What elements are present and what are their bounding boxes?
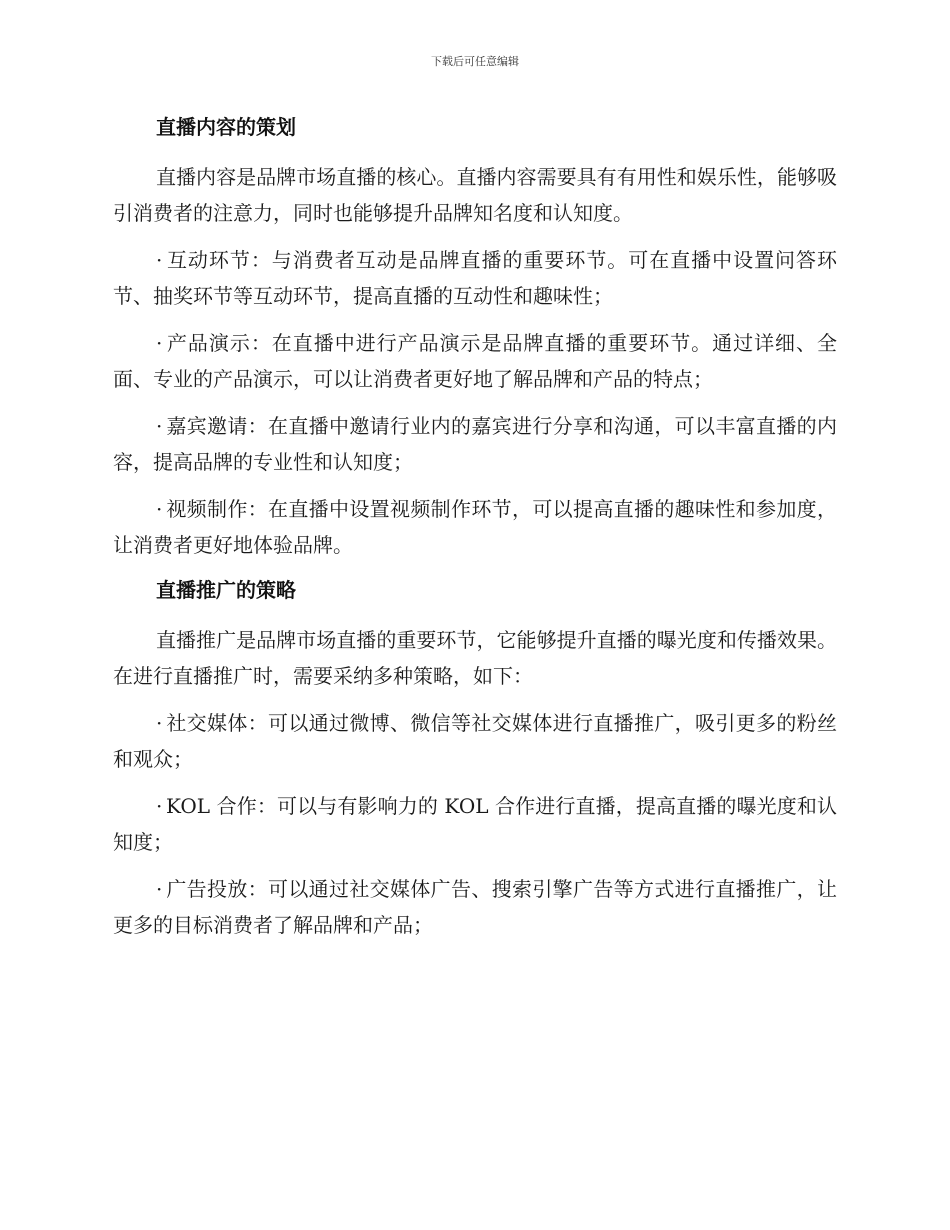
bullet-dot: · [156,794,163,818]
bullet-text: 视频制作：在直播中设置视频制作环节，可以提高直播的趣味性和参加度，让消费者更好地体验品牌。 [113,497,837,557]
bullet-item [113,325,837,397]
bullet-text: KOL 合作：可以与有影响力的 KOL 合作进行直播，提高直播的曝光度和认知度； [113,794,837,854]
bullet-text: 互动环节：与消费者互动是品牌直播的重要环节。可在直播中设置问答环节、抽奖环节等互动环节，提高直播的互动性和趣味性； [113,248,837,308]
section-intro: 直播内容是品牌市场直播的核心。直播内容需要具有有用性和娱乐性，能够吸引消费者的注意力，同时也能够提升品牌知名度和认知度。 [113,165,837,225]
bullet-dot: · [156,877,163,901]
bullet-item [113,788,837,860]
bullet-item [113,491,837,563]
bullet-text: 广告投放：可以通过社交媒体广告、搜索引擎广告等方式进行直播推广，让更多的目标消费者了解品牌和产品； [113,877,837,937]
bullet-text: 社交媒体：可以通过微博、微信等社交媒体进行直播推广，吸引更多的粉丝和观众； [113,711,837,771]
bullet-text: 产品演示：在直播中进行产品演示是品牌直播的重要环节。通过详细、全面、专业的产品演示，可以让消费者更好地了解品牌和产品的特点； [113,331,837,391]
bullet-dot: · [156,711,163,735]
bullet-item [113,242,837,314]
section-intro: 直播推广是品牌市场直播的重要环节，它能够提升直播的曝光度和传播效果。在进行直播推广时，需要采纳多种策略，如下： [113,628,837,688]
section-promotion-strategy [113,574,837,943]
page-header: 下载后可任意编辑 [431,55,519,68]
bullet-dot: · [156,248,163,272]
bullet-item [113,408,837,480]
bullet-dot: · [156,331,163,355]
bullet-text: 嘉宾邀请：在直播中邀请行业内的嘉宾进行分享和沟通，可以丰富直播的内容，提高品牌的专业性和认知度； [113,414,837,474]
bullet-dot: · [156,497,163,521]
document-body [113,111,837,954]
bullet-dot: · [156,414,163,438]
bullet-item [113,705,837,777]
section-content-planning [113,111,837,563]
bullet-item [113,871,837,943]
section-heading: 直播推广的策略 [156,578,296,602]
section-heading: 直播内容的策划 [156,115,296,139]
